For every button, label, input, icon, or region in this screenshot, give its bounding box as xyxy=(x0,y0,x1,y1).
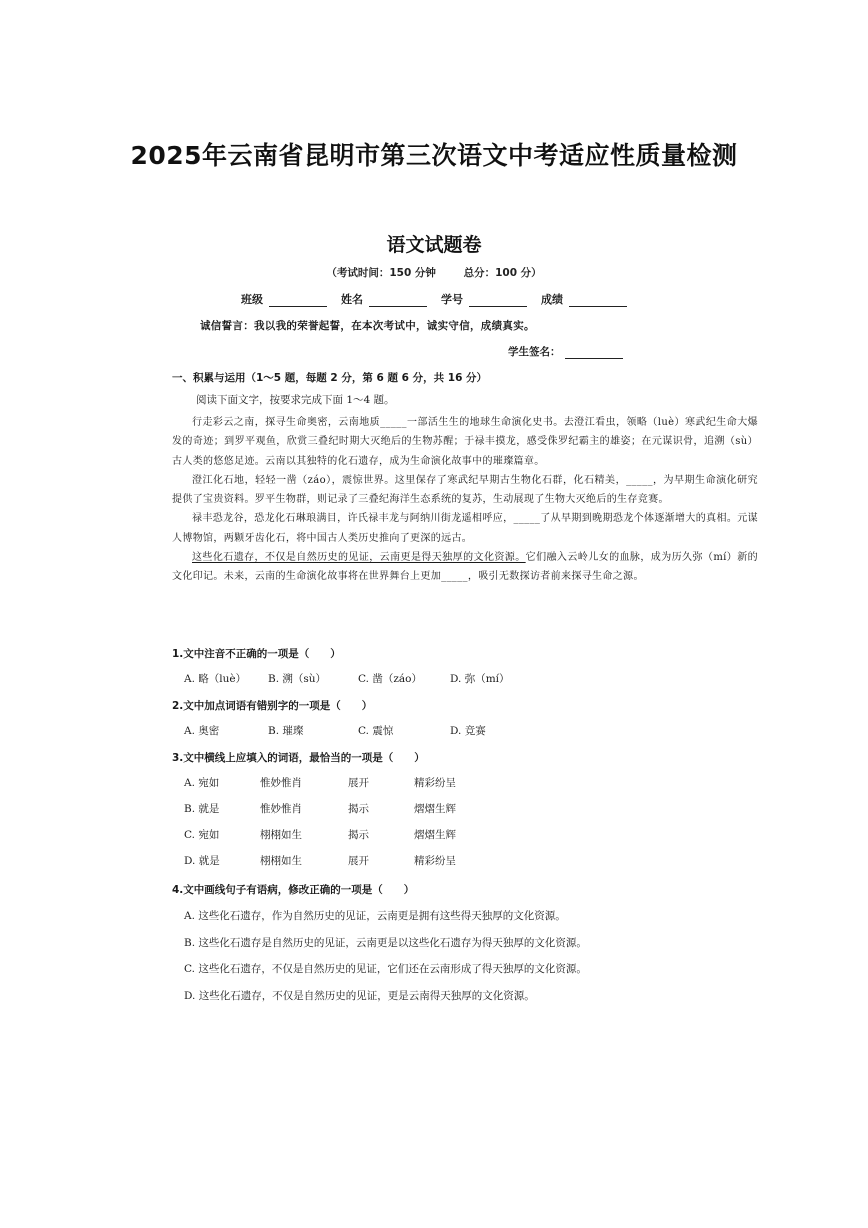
exam-time-score xyxy=(0,265,868,280)
option-d[interactable]: D. 竞赛 xyxy=(450,725,486,737)
question-stem: 1.文中注音不正确的一项是（ ） xyxy=(172,648,341,660)
option-c[interactable]: C. 凿（záo） xyxy=(358,673,422,685)
question-stem: 4.文中画线句子有语病，修改正确的一项是（ ） xyxy=(172,884,415,896)
question-3 xyxy=(172,750,504,873)
question-2 xyxy=(172,698,550,738)
option-d[interactable]: D. 就是 栩栩如生 展开 精彩纷呈 xyxy=(184,854,456,867)
option-a[interactable]: A. 这些化石遗存，作为自然历史的见证，云南更是拥有这些得天独厚的文化资源。 xyxy=(184,910,566,922)
student-signature[interactable] xyxy=(508,344,623,359)
name-field[interactable]: 姓名 xyxy=(341,291,427,307)
option-a[interactable]: A. 奥密 xyxy=(184,725,220,737)
option-d[interactable]: D. 这些化石遗存，不仅是自然历史的见证，更是云南得天独厚的文化资源。 xyxy=(184,989,535,1002)
student-id-blank[interactable] xyxy=(469,294,527,307)
option-c[interactable]: C. 宛如 栩栩如生 揭示 熠熠生辉 xyxy=(184,828,456,841)
integrity-pledge: 诚信誓言：我以我的荣誉起誓，在本次考试中，诚实守信，成绩真实。 xyxy=(200,320,535,332)
question-options xyxy=(172,903,587,1009)
name-blank[interactable] xyxy=(369,294,427,307)
question-stem: 3.文中横线上应填入的词语，最恰当的一项是（ ） xyxy=(172,752,425,764)
option-c[interactable]: C. 这些化石遗存，不仅是自然历史的见证，它们还在云南形成了得天独厚的文化资源。 xyxy=(184,963,587,975)
option-a[interactable]: A. 宛如 惟妙惟肖 展开 精彩纷呈 xyxy=(184,776,456,789)
passage-paragraph: 澄江化石地，轻轻一凿（záo），震惊世界。这里保存了寒武纪早期古生物化石群，化石精美，_____，为早期生命演化研究提供了宝贵资料。罗平生物群，则记录了三叠纪海洋生态系统的复苏，生动展现了生物大灭绝后的生存竞赛。 xyxy=(172,474,758,506)
question-options xyxy=(184,723,550,738)
option-c[interactable]: C. 震惊 xyxy=(358,725,394,737)
option-b[interactable]: B. 这些化石遗存是自然历史的见证，云南更是以这些化石遗存为得天独厚的文化资源。 xyxy=(184,936,587,949)
option-b[interactable]: B. 溯（sù） xyxy=(268,673,327,685)
question-1 xyxy=(172,646,550,686)
option-b[interactable]: B. 就是 惟妙惟肖 揭示 熠熠生辉 xyxy=(184,802,456,815)
reading-passage xyxy=(172,413,758,587)
student-info-fields xyxy=(0,291,868,307)
exam-sub-title: 语文试题卷 xyxy=(386,234,482,256)
option-d[interactable]: D. 弥（mí） xyxy=(450,673,510,685)
question-4 xyxy=(172,882,587,1009)
class-field[interactable]: 班级 xyxy=(241,291,327,307)
question-stem: 2.文中加点词语有错别字的一项是（ ） xyxy=(172,700,373,712)
class-blank[interactable] xyxy=(269,294,327,307)
exam-time: （考试时间：150 分钟 xyxy=(326,267,436,279)
passage-paragraph: 行走彩云之南，探寻生命奥密，云南地质_____一部活生生的地球生命演化史书。去澄江看虫，领略（luè）寒武纪生命大爆发的奇迹；到罗平观鱼，欣赏三叠纪时期大灭绝后的生物苏醒；于禄丰摸龙，感受侏罗纪霸主的雄姿；在元谋识骨，追溯（sù）古人类的悠悠足迹。云南以其独特的化石遗存，成为生命演化故事中的璀璨篇章。 xyxy=(172,417,758,467)
underlined-sentence: 这些化石遗存，不仅是自然历史的见证，云南更是得天独厚的文化资源。 xyxy=(192,552,526,564)
exam-main-title: 2025年云南省昆明市第三次语文中考适应性质量检测 xyxy=(130,141,738,170)
score-blank[interactable] xyxy=(569,294,627,307)
passage-paragraph: 禄丰恐龙谷，恐龙化石琳琅满目，许氏禄丰龙与阿纳川街龙遥相呼应，_____了从早期到晚期恐龙个体逐渐增大的真相。元谋人博物馆，两颗牙齿化石，将中国古人类历史推向了更深的远古。 xyxy=(172,513,758,544)
reading-instruction: 阅读下面文字，按要求完成下面 1～4 题。 xyxy=(196,394,395,406)
question-options xyxy=(184,671,550,686)
option-a[interactable]: A. 略（luè） xyxy=(184,673,247,685)
signature-label: 学生签名： xyxy=(508,346,561,358)
exam-total-score: 总分：100 分） xyxy=(463,267,542,279)
passage-paragraph: 这些化石遗存，不仅是自然历史的见证，云南更是得天独厚的文化资源。它们融入云岭儿女的血脉，成为历久弥（mí）新的文化印记。未来，云南的生命演化故事将在世界舞台上更加_____，吸引无数探访者前来探寻生命之源。 xyxy=(172,552,758,583)
score-field[interactable]: 成绩 xyxy=(541,291,627,307)
student-id-field[interactable]: 学号 xyxy=(441,291,527,307)
option-b[interactable]: B. 璀璨 xyxy=(268,725,304,737)
section-heading: 一、积累与运用（1～5 题，每题 2 分，第 6 题 6 分，共 16 分） xyxy=(172,372,488,384)
question-options xyxy=(184,769,504,873)
signature-blank[interactable] xyxy=(565,346,623,359)
